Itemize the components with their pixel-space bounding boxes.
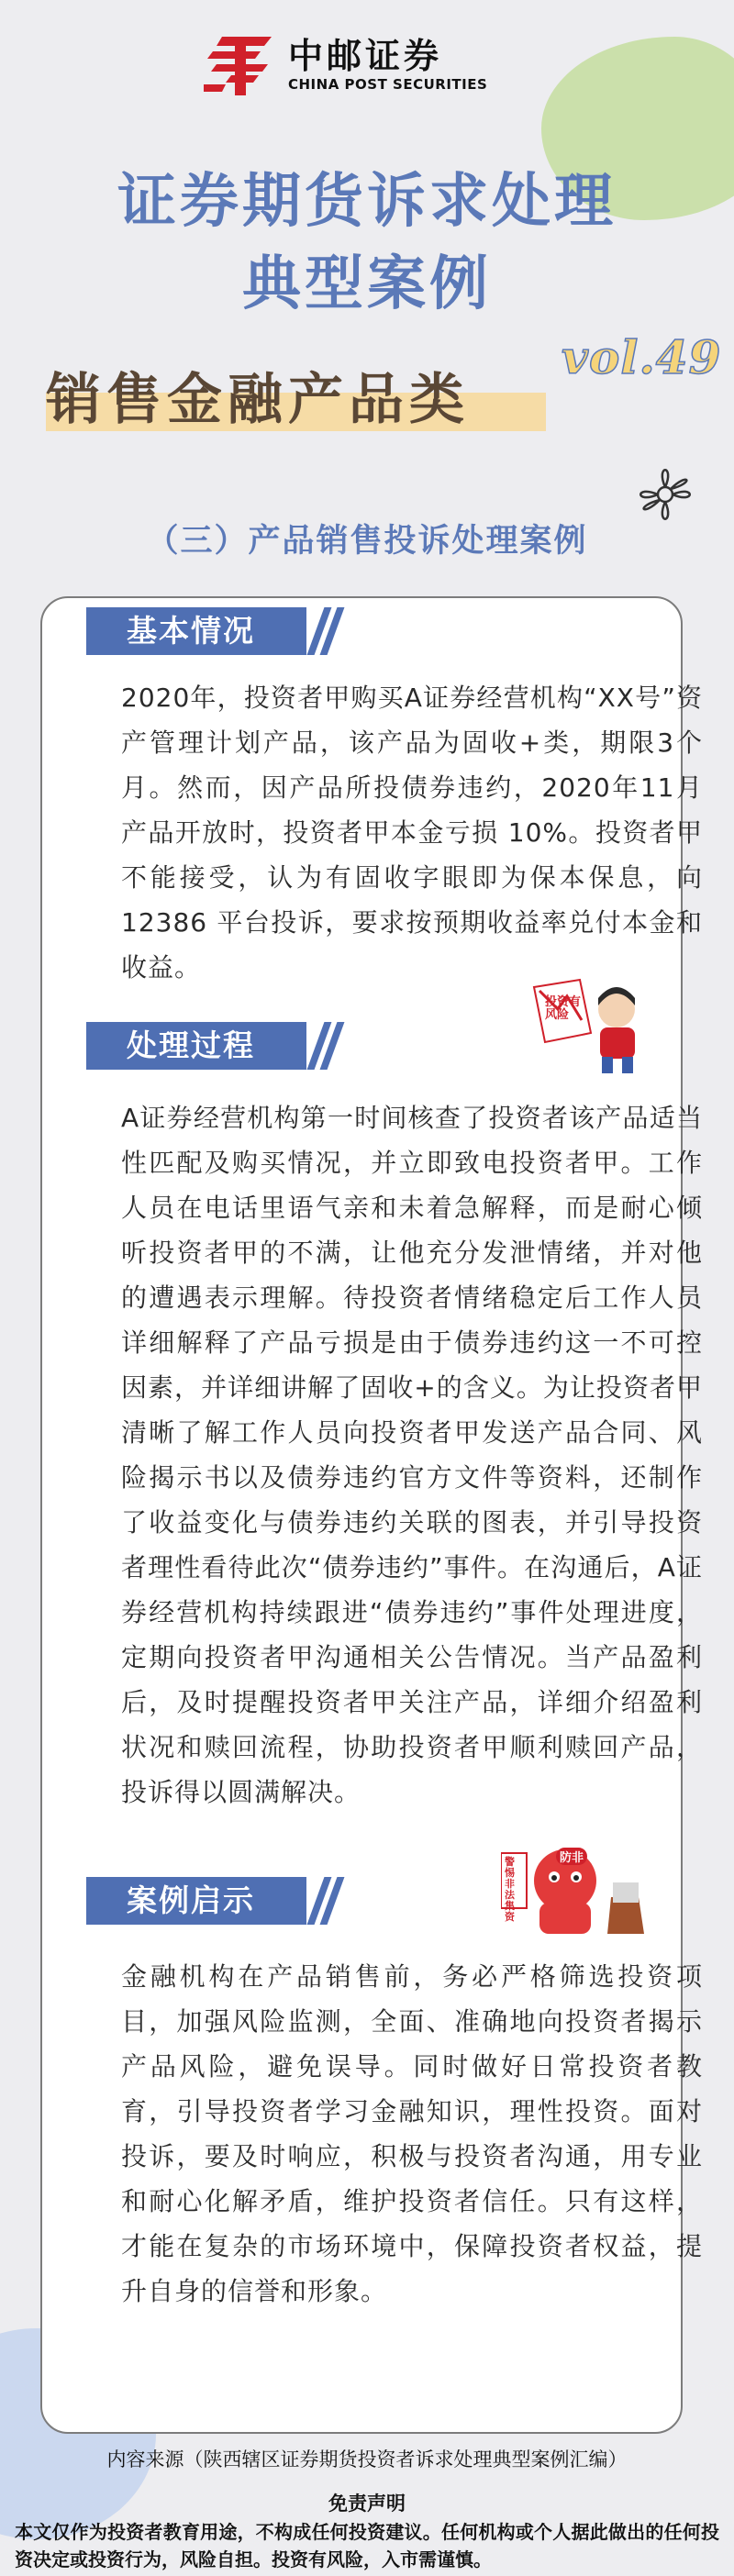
category-title: 销售金融产品类	[46, 368, 470, 432]
brand-name-en: CHINA POST SECURITIES	[288, 76, 488, 93]
content-source: 内容来源（陕西辖区证券期货投资者诉求处理典型案例汇编）	[106, 2448, 628, 2471]
section-label: 案例启示	[127, 1882, 255, 1918]
mascot2-badge-text: 防非	[556, 1848, 587, 1865]
mascot1-sign-text: 投资有风险	[545, 995, 582, 1022]
disclaimer-title: 免责声明	[328, 2493, 406, 2515]
section-heading: （三）产品销售投诉处理案例	[146, 523, 588, 560]
volume-label: vol.49	[562, 330, 722, 384]
section-label: 基本情况	[127, 613, 255, 649]
section-body-basic: 2020年，投资者甲购买A证券经营机构“XX号”资产管理计划产品，该产品为固收+类，期限3个月。然而，因产品所投债券违约，2020年11月产品开放时，投资者甲本金亏损 10%。投资者甲不能接受，认为有固收字眼即为保本保息，向12386 平台投诉，要求按预期收益率兑付本金和收益。	[121, 683, 703, 983]
brand-logo	[204, 28, 487, 101]
section-body-process: A证券经营机构第一时间核查了投资者该产品适当性匹配及购买情况，并立即致电投资者甲。工作人员在电话里语气亲和未着急解释，而是耐心倾听投资者甲的不满，让他充分发泄情绪，并对他的遭遇表示理解。待投资者情绪稳定后工作人员详细解释了产品亏损是由于债券违约这一不可控因素，并详细讲解了固收+的含义。为让投资者甲清晰了解工作人员向投资者甲发送产品合同、风险揭示书以及债券违约官方文件等资料，还制作了收益变化与债券违约关联的图表，并引导投资者理性看待此次“债券违约”事件。在沟通后，A证券经营机构持续跟进“债券违约”事件处理进度，定期向投资者甲沟通相关公告情况。当产品盈利后，及时提醒投资者甲关注产品，详细介绍盈利状况和赎回流程，协助投资者甲顺利赎回产品，投诉得以圆满解决。	[121, 1103, 703, 1807]
brand-name-cn: 中邮证券	[288, 36, 443, 76]
china-post-logo-icon	[204, 29, 275, 99]
disclaimer-body: 本文仅作为投资者教育用途，不构成任何投资建议。任何机构或个人据此做出的任何投资决定或投资行为，风险自担。投资有风险，入市需谨慎。	[15, 2521, 719, 2570]
mascot2-sign-text: 警惕非法集资	[505, 1856, 515, 1923]
case-card	[40, 596, 703, 2434]
section-label: 处理过程	[127, 1027, 255, 1063]
mascot-anti-fraud-illustration	[501, 1833, 648, 1956]
mascot-risk-warning-illustration	[527, 978, 664, 1083]
category-banner	[46, 356, 470, 435]
section-body-insight: 金融机构在产品销售前，务必严格筛选投资项目，加强风险监测，全面、准确地向投资者揭示产品风险，避免误导。同时做好日常投资者教育，引导投资者学习金融知识，理性投资。面对投诉，要及时响应，积极与投资者沟通，用专业和耐心化解矛盾，维护投资者信任。只有这样，才能在复杂的市场环境中，保障投资者权益，提升自身的信誉和形象。	[121, 1961, 703, 2306]
page-title-line1: 证券期货诉求处理	[117, 167, 617, 236]
page-title-line2: 典型案例	[242, 250, 492, 318]
